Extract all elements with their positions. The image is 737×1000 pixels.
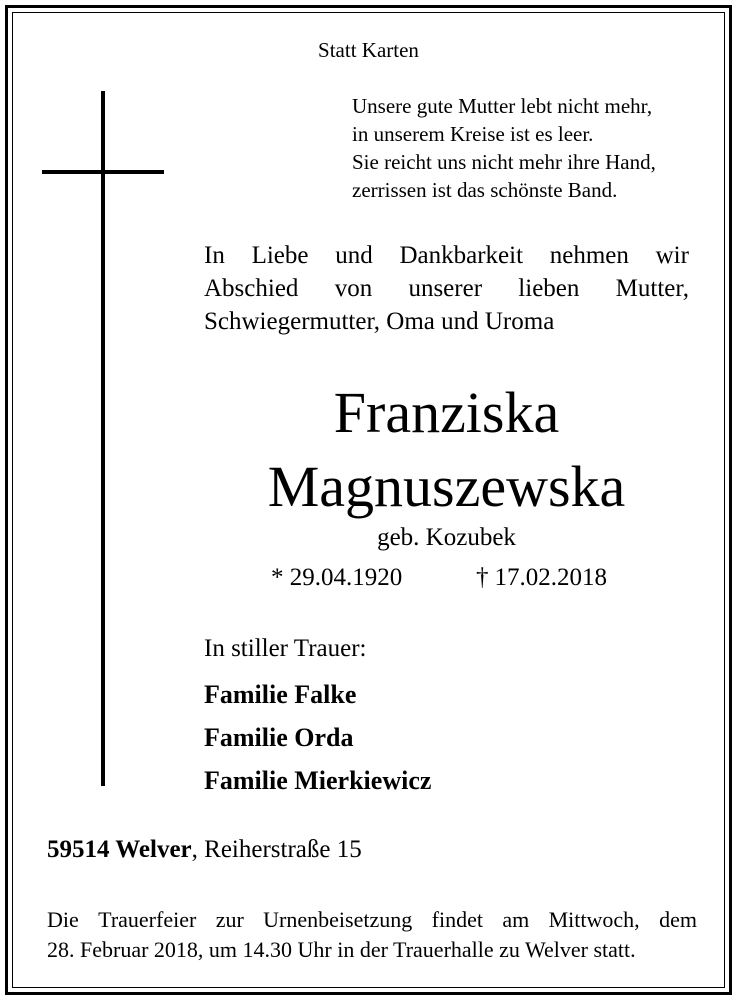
- cross-vertical-bar: [101, 91, 105, 786]
- notice-heading: Statt Karten: [318, 38, 419, 62]
- intro-word: von: [334, 275, 373, 302]
- intro-word: In: [204, 242, 225, 269]
- address-city: 59514 Welver: [47, 836, 192, 863]
- funeral-word: Urnenbeisetzung: [263, 907, 413, 932]
- funeral-info: [47, 905, 697, 965]
- funeral-word: am: [502, 907, 530, 932]
- funeral-line-1: [47, 905, 697, 935]
- intro-line-1: [204, 239, 689, 272]
- intro-word: unserer: [408, 275, 483, 302]
- poem-line: Sie reicht uns nicht mehr ihre Hand,: [352, 150, 656, 174]
- funeral-word: Mittwoch,: [548, 907, 640, 932]
- funeral-word: zur: [215, 907, 244, 932]
- deceased-first-name: Franziska: [333, 380, 560, 445]
- funeral-word: dem: [659, 907, 697, 932]
- address: [47, 836, 362, 864]
- death-date: 17.02.2018: [494, 564, 607, 591]
- funeral-line-2: 28. Februar 2018, um 14.30 Uhr in der Trauerhalle zu Welver statt.: [47, 937, 636, 962]
- intro-word: Mutter,: [615, 275, 689, 302]
- birth-date: * 29.04.1920: [271, 564, 403, 591]
- deceased-last-name: Magnuszewska: [267, 454, 626, 519]
- cross-horizontal-bar: [42, 170, 164, 174]
- poem-line: zerrissen ist das schönste Band.: [352, 178, 618, 202]
- funeral-word: findet: [431, 907, 483, 932]
- poem-line: Unsere gute Mutter lebt nicht mehr,: [352, 94, 653, 118]
- maiden-name: geb. Kozubek: [377, 524, 516, 551]
- funeral-word: Die: [47, 907, 79, 932]
- poem-line: in unserem Kreise ist es leer.: [352, 122, 594, 146]
- dagger-icon: †: [476, 564, 489, 591]
- family-name: Familie Mierkiewicz: [204, 766, 432, 795]
- intro-line-3: Schwiegermutter, Oma und Uroma: [204, 308, 555, 335]
- mourning-label: In stiller Trauer:: [204, 635, 367, 662]
- intro-word: Abschied: [204, 275, 299, 302]
- intro-word: wir: [655, 242, 689, 269]
- address-street: , Reiherstraße 15: [191, 836, 362, 863]
- family-name: Familie Falke: [204, 680, 357, 709]
- intro-text: [204, 239, 689, 338]
- intro-word: Liebe: [251, 242, 309, 269]
- intro-line-2: [204, 272, 689, 305]
- intro-word: und: [335, 242, 373, 269]
- death-date-group: [476, 564, 607, 592]
- poem: [352, 92, 656, 204]
- funeral-word: Trauerfeier: [98, 907, 197, 932]
- intro-word: lieben: [518, 275, 580, 302]
- family-name: Familie Orda: [204, 723, 354, 752]
- intro-word: Dankbarkeit: [399, 242, 524, 269]
- intro-word: nehmen: [549, 242, 629, 269]
